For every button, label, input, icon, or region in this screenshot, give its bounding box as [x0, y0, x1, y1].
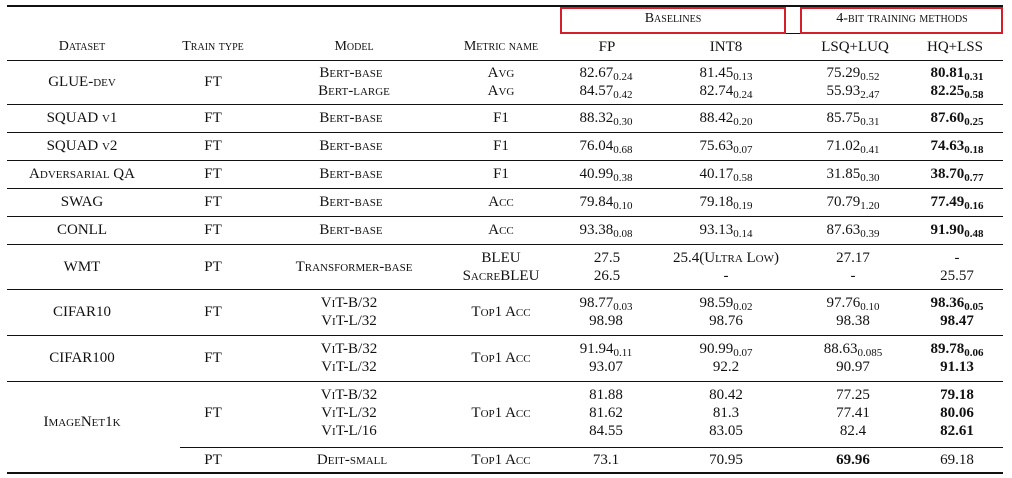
row-rule	[7, 132, 1003, 133]
value-cell: $98.36_{0.05}$	[930, 295, 984, 313]
dataset-cell: ImageNet1k	[43, 414, 121, 430]
row-rule	[7, 160, 1003, 161]
value-cell: 80.06	[940, 405, 974, 421]
value-cell: 25.57	[940, 268, 974, 284]
model-cell: Transformer-base	[295, 259, 413, 275]
model-cell: Bert-base	[319, 222, 383, 238]
value-cell: 93.07	[589, 359, 623, 375]
row-rule	[7, 188, 1003, 189]
row-rule	[7, 381, 1003, 382]
dataset-cell: Adversarial QA	[29, 166, 135, 182]
value-cell: -	[723, 268, 729, 284]
value-cell: $40.99_{0.38}$	[579, 166, 633, 184]
value-cell: $82.67_{0.24}$	[579, 65, 633, 83]
train-type-header: Train type	[182, 39, 244, 54]
value-cell: $87.60_{0.25}$	[930, 110, 984, 128]
bottom-rule	[7, 472, 1003, 474]
value-cell: $77.49_{0.16}$	[930, 194, 984, 212]
row-rule	[180, 447, 1003, 448]
value-cell: 27.17	[836, 250, 870, 266]
value-cell: $98.77_{0.03}$	[579, 295, 633, 313]
hq-header: HQ+LSS	[927, 39, 983, 55]
value-cell: 91.13	[940, 359, 974, 375]
dataset-cell: WMT	[63, 259, 101, 275]
metric-cell: Acc	[488, 222, 514, 238]
four-bit-header: 4-bit training methods	[836, 11, 968, 26]
model-cell: ViT-L/32	[321, 359, 377, 375]
value-cell: $79.84_{0.10}$	[579, 194, 633, 212]
train-cell: FT	[204, 222, 222, 238]
row-rule	[7, 335, 1003, 336]
model-cell: ViT-B/32	[320, 341, 378, 357]
dataset-cell: SWAG	[60, 194, 104, 210]
model-cell: Deit-small	[316, 452, 388, 468]
value-cell: $82.25_{0.58}$	[930, 83, 984, 101]
train-cell: FT	[204, 138, 222, 154]
metric-cell: F1	[493, 166, 509, 182]
value-cell: 80.42	[709, 387, 743, 403]
value-cell: -	[850, 268, 856, 284]
value-cell: $82.74_{0.24}$	[699, 83, 753, 101]
value-cell: 82.4	[839, 423, 867, 439]
value-cell: $97.76_{0.10}$	[826, 295, 880, 313]
value-cell: $93.13_{0.14}$	[699, 222, 753, 240]
value-cell: $31.85_{0.30}$	[826, 166, 880, 184]
value-cell: $38.70_{0.77}$	[930, 166, 984, 184]
value-cell: 90.97	[836, 359, 870, 375]
model-cell: ViT-L/32	[321, 313, 377, 329]
value-cell: -	[954, 250, 960, 266]
value-cell: $40.17_{0.58}$	[699, 166, 753, 184]
value-cell: $90.99_{0.07}$	[699, 341, 753, 359]
dataset-header: Dataset	[58, 39, 106, 54]
dataset-cell: CIFAR100	[49, 350, 115, 366]
fp-header: FP	[598, 39, 616, 55]
value-cell: $88.63_{0.085}$	[823, 341, 883, 359]
metric-cell: Acc	[488, 194, 514, 210]
train-cell: PT	[204, 259, 222, 275]
value-cell: 92.2	[712, 359, 740, 375]
model-cell: Bert-large	[318, 83, 390, 99]
lsq-header: LSQ+LUQ	[821, 39, 889, 55]
value-cell: $75.29_{0.52}$	[826, 65, 880, 83]
value-cell: 98.98	[589, 313, 623, 329]
value-cell: $98.59_{0.02}$	[699, 295, 753, 313]
train-cell: FT	[204, 166, 222, 182]
value-cell: $75.63_{0.07}$	[699, 138, 753, 156]
value-cell: $84.57_{0.42}$	[579, 83, 633, 101]
baselines-header: Baselines	[644, 11, 702, 26]
value-cell: 70.95	[709, 452, 743, 468]
value-cell: $79.18_{0.19}$	[699, 194, 753, 212]
value-cell: 81.88	[589, 387, 623, 403]
value-cell: $91.90_{0.48}$	[930, 222, 984, 240]
metric-cell: F1	[493, 110, 509, 126]
value-cell: 84.55	[589, 423, 623, 439]
value-cell: 98.38	[836, 313, 870, 329]
row-rule	[7, 104, 1003, 105]
value-cell: $88.42_{0.20}$	[699, 110, 753, 128]
value-cell: 81.3	[712, 405, 740, 421]
value-cell: 25.4(Ultra Low)	[672, 250, 780, 266]
model-cell: ViT-B/32	[320, 387, 378, 403]
value-cell: $85.75_{0.31}$	[826, 110, 880, 128]
metric-cell: Top1 Acc	[471, 304, 531, 320]
value-cell: $93.38_{0.08}$	[579, 222, 633, 240]
value-cell: 77.41	[836, 405, 870, 421]
dataset-cell: SQUAD v2	[46, 138, 118, 154]
model-cell: Bert-base	[319, 110, 383, 126]
value-cell: 98.47	[940, 313, 974, 329]
value-cell: $81.45_{0.13}$	[699, 65, 753, 83]
train-cell: FT	[204, 74, 222, 90]
dataset-cell: GLUE-dev	[48, 74, 116, 90]
value-cell: 81.62	[589, 405, 623, 421]
dataset-cell: CONLL	[57, 222, 107, 238]
model-cell: Bert-base	[319, 138, 383, 154]
value-cell: $74.63_{0.18}$	[930, 138, 984, 156]
value-cell: 98.76	[709, 313, 743, 329]
metric-cell: F1	[493, 138, 509, 154]
value-cell: $71.02_{0.41}$	[826, 138, 880, 156]
value-cell: 69.96	[836, 452, 870, 468]
train-cell: FT	[204, 110, 222, 126]
metric-header: Metric name	[463, 39, 539, 54]
value-cell: $70.79_{1.20}$	[826, 194, 880, 212]
model-cell: ViT-L/32	[321, 405, 377, 421]
metric-cell: Top1 Acc	[471, 452, 531, 468]
value-cell: $89.78_{0.06}$	[930, 341, 984, 359]
model-cell: Bert-base	[319, 194, 383, 210]
model-cell: ViT-L/16	[321, 423, 377, 439]
model-header: Model	[334, 39, 374, 54]
dataset-cell: SQUAD v1	[46, 110, 118, 126]
value-cell: 79.18	[940, 387, 974, 403]
value-cell: 83.05	[709, 423, 743, 439]
train-cell: FT	[204, 350, 222, 366]
metric-cell: Top1 Acc	[471, 405, 531, 421]
model-cell: Bert-base	[319, 65, 383, 81]
value-cell: $87.63_{0.39}$	[826, 222, 880, 240]
header-rule	[7, 60, 1003, 61]
metric-cell: Avg	[487, 65, 515, 81]
train-cell: FT	[204, 405, 222, 421]
row-rule	[7, 216, 1003, 217]
dataset-cell: CIFAR10	[52, 304, 112, 320]
metric-cell: SacreBLEU	[462, 268, 540, 284]
value-cell: 27.5	[593, 250, 621, 266]
metric-cell: BLEU	[481, 250, 521, 266]
value-cell: $80.81_{0.31}$	[930, 65, 984, 83]
model-cell: ViT-B/32	[320, 295, 378, 311]
value-cell: 73.1	[592, 452, 620, 468]
value-cell: $55.93_{2.47}$	[826, 83, 880, 101]
row-rule	[7, 289, 1003, 290]
value-cell: 77.25	[836, 387, 870, 403]
train-cell: PT	[204, 452, 222, 468]
value-cell: $88.32_{0.30}$	[579, 110, 633, 128]
metric-cell: Top1 Acc	[471, 350, 531, 366]
value-cell: $76.04_{0.68}$	[579, 138, 633, 156]
metric-cell: Avg	[487, 83, 515, 99]
model-cell: Bert-base	[319, 166, 383, 182]
int8-header: INT8	[709, 39, 743, 55]
value-cell: $91.94_{0.11}$	[579, 341, 633, 359]
value-cell: 82.61	[940, 423, 974, 439]
value-cell: 69.18	[940, 452, 974, 468]
train-cell: FT	[204, 304, 222, 320]
value-cell: 26.5	[593, 268, 621, 284]
row-rule	[7, 244, 1003, 245]
train-cell: FT	[204, 194, 222, 210]
